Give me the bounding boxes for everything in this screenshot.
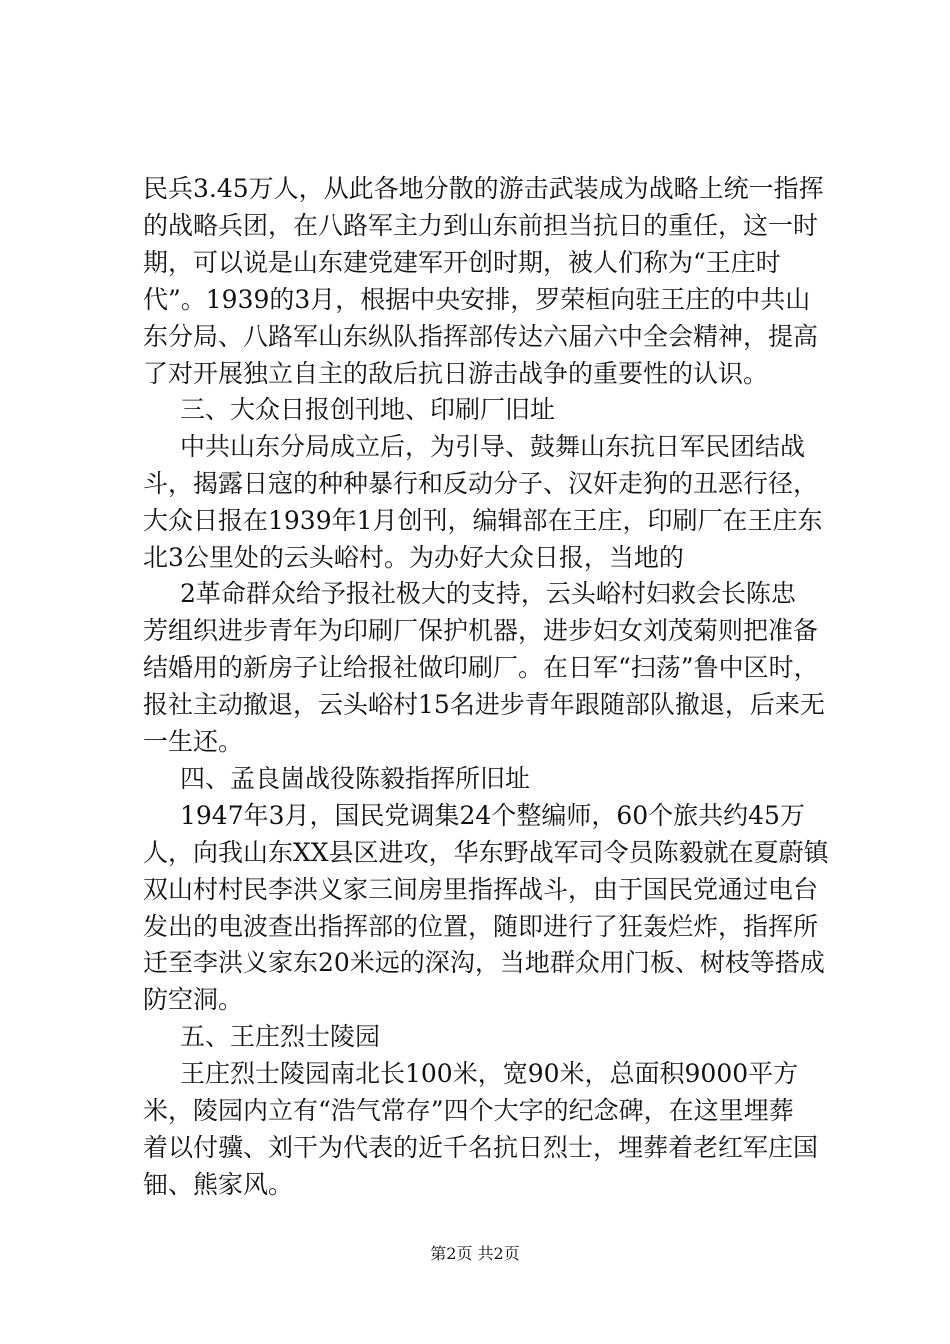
text-line: 报社主动撤退，云头峪村15名进步青年跟随部队撤退，后来无	[143, 690, 825, 719]
text-line: 大众日报在1939年1月创刊，编辑部在王庄，印刷厂在王庄东	[143, 506, 823, 535]
text-line: 1947年3月，国民党调集24个整编师，60个旅共约45万	[180, 801, 805, 830]
text-line: 防空洞。	[143, 985, 244, 1014]
section-heading: 三、大众日报创刊地、印刷厂旧址	[180, 395, 556, 424]
text-line: 王庄烈士陵园南北长100米，宽90米，总面积9000平方	[180, 1059, 799, 1088]
text-line: 结婚用的新房子让给报社做印刷厂。在日军“扫荡”鲁中区时，	[143, 653, 819, 682]
text-line: 中共山东分局成立后，为引导、鼓舞山东抗日军民团结战	[180, 432, 806, 461]
text-line: 民兵3.45万人，从此各地分散的游击武装成为战略上统一指挥	[143, 174, 824, 203]
text-line: 米，陵园内立有“浩气常存”四个大字的纪念碑，在这里埋葬	[143, 1096, 794, 1125]
text-line: 期，可以说是山东建党建军开创时期，被人们称为“王庄时	[143, 248, 781, 277]
text-line: 代”。1939的3月，根据中央安排，罗荣桓向驻王庄的中共山	[143, 285, 811, 314]
text-line: 2革命群众给予报社极大的支持，云头峪村妇救会长陈忠	[180, 579, 796, 608]
text-line: 北3公里处的云头峪村。为办好大众日报，当地的	[143, 543, 684, 572]
text-line: 钿、熊家风。	[143, 1170, 294, 1199]
text-line: 芳组织进步青年为印刷厂保护机器，进步妇女刘茂菊则把准备	[143, 616, 819, 645]
text-line: 的战略兵团，在八路军主力到山东前担当抗日的重任，这一时	[143, 211, 819, 240]
text-line: 斗，揭露日寇的种种暴行和反动分子、汉奸走狗的丑恶行径，	[143, 469, 819, 498]
text-line: 迁至李洪义家东20米远的深沟，当地群众用门板、树枝等搭成	[143, 948, 825, 977]
text-line: 东分局、八路军山东纵队指挥部传达六届六中全会精神，提高	[143, 322, 819, 351]
text-line: 一生还。	[143, 727, 244, 756]
text-line: 双山村村民李洪义家三间房里指挥战斗，由于国民党通过电台	[143, 875, 819, 904]
text-line: 了对开展独立自主的敌后抗日游击战争的重要性的认识。	[143, 359, 769, 388]
page-number-footer: 第2页 共2页	[430, 1244, 520, 1263]
text-line: 着以付骥、刘干为代表的近千名抗日烈士，埋葬着老红军庄国	[143, 1133, 819, 1162]
text-line: 发出的电波查出指挥部的位置，随即进行了狂轰烂炸，指挥所	[143, 912, 819, 941]
section-heading: 四、孟良崮战役陈毅指挥所旧址	[180, 764, 531, 793]
text-line: 人，向我山东XX县区进攻，华东野战军司令员陈毅就在夏蔚镇	[143, 838, 829, 867]
section-heading: 五、王庄烈士陵园	[180, 1022, 381, 1051]
